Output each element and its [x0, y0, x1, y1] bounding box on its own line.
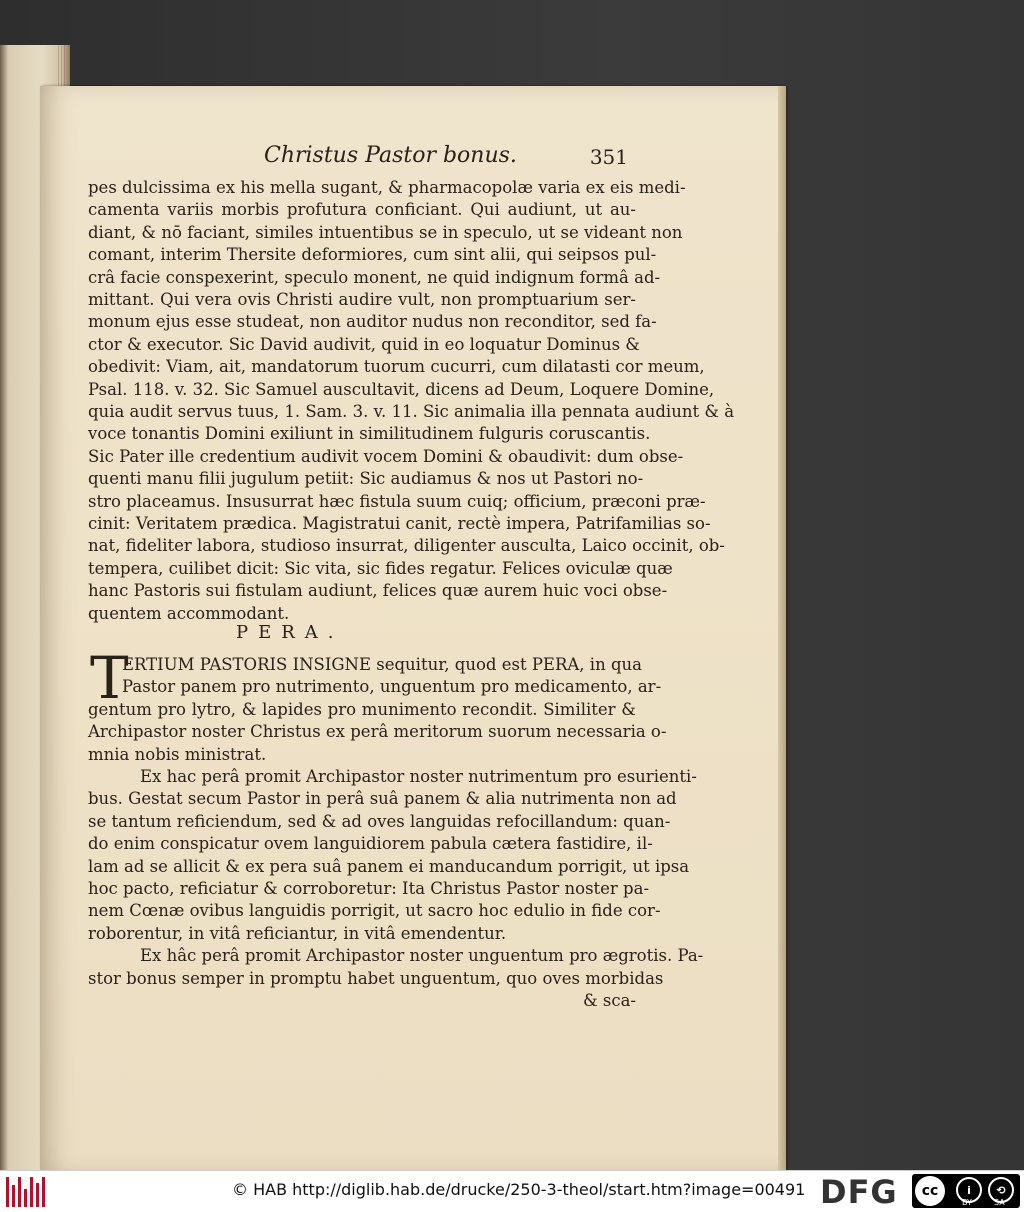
text-line: do enim conspicatur ovem languidiorem pabula cætera fastidire, il-	[88, 834, 653, 854]
page-fore-edge	[778, 86, 786, 1170]
text-line: Sic Pater ille credentium audivit vocem Domini & obaudivit: dum obse-	[88, 446, 684, 466]
running-head	[88, 143, 636, 175]
cc-by-label: BY	[962, 1198, 972, 1207]
text-line: Ex hac perâ promit Archipastor noster nutrimentum pro esurienti-	[140, 767, 697, 786]
text-line: gentum pro lytro, & lapides pro munimento recondit. Similiter &	[88, 699, 636, 719]
running-title: Christus Pastor bonus.	[264, 143, 517, 168]
text-line: se tantum reficiendum, sed & ad oves languidas refocillandum: quan-	[88, 811, 671, 831]
text-line: Pastor panem pro nutrimento, unguentum pro medicamento, ar-	[122, 677, 662, 697]
footer-attribution-link[interactable]: © HAB http://diglib.hab.de/drucke/250-3-theol/start.htm?image=00491	[232, 1180, 806, 1199]
text-line: comant, interim Thersite deformiores, cum sint alii, qui seipsos pul-	[88, 245, 657, 265]
section-title: PERA.	[236, 622, 344, 643]
drop-cap: T	[90, 644, 129, 712]
text-line: Ex hâc perâ promit Archipastor noster unguentum pro ægrotis. Pa-	[140, 946, 704, 966]
cc-icon: cc	[915, 1176, 945, 1206]
page-number: 351	[589, 145, 628, 169]
text-line: roborentur, in vitâ reficiantur, in vitâ emendentur.	[88, 923, 507, 943]
cc-by-icon: i	[956, 1177, 982, 1203]
dfg-logo: DFG	[820, 1173, 898, 1211]
text-line: stor bonus semper in promptu habet unguentum, quo oves morbidas	[88, 968, 664, 988]
text-line: cinit: Veritatem prædica. Magistratui canit, rectè impera, Patrifamilias so-	[88, 514, 711, 533]
text-line: Psal. 118. v. 32. Sic Samuel auscultavit, dicens ad Deum, Loquere Domine,	[88, 379, 715, 399]
text-line: camenta variis morbis profutura conficiant. Qui audiunt, ut au-	[88, 200, 636, 220]
hab-logo-icon	[6, 1177, 48, 1207]
cc-sa-label: SA	[994, 1198, 1005, 1207]
text-line: quentem accommodant.	[88, 603, 290, 623]
text-line: nat, fideliter labora, studioso insurrat, diligenter ausculta, Laico occinit, ob-	[88, 536, 725, 556]
text-line: diant, & nō faciant, similes intuentibus se in speculo, ut se videant non	[88, 222, 683, 242]
viewer-footer	[0, 1170, 1024, 1212]
cc-license-badge[interactable]	[912, 1174, 1020, 1208]
text-line: stro placeamus. Insusurrat hæc fistula suum cuiq; officium, præconi præ-	[88, 491, 706, 511]
text-line: quenti manu filii jugulum petiit: Sic audiamus & nos ut Pastori no-	[88, 469, 644, 489]
text-line: & sca-	[582, 991, 636, 1010]
text-line: tempera, cuilibet dicit: Sic vita, sic fides regatur. Felices oviculæ quæ	[88, 558, 673, 578]
text-line: hanc Pastoris sui fistulam audiunt, felices quæ aurem huic voci obse-	[88, 581, 668, 601]
text-line: ERTIUM PASTORIS INSIGNE sequitur, quod est PERA, in qua	[122, 655, 642, 674]
text-line: obedivit: Viam, ait, mandatorum tuorum cucurri, cum dilatasti cor meum,	[88, 357, 705, 377]
text-line: nem Cœnæ ovibus languidis porrigit, ut sacro hoc edulio in fide cor-	[88, 901, 661, 921]
text-line: Archipastor noster Christus ex perâ meritorum suorum necessaria o-	[88, 722, 667, 742]
text-line: crâ facie conspexerint, speculo monent, ne quid indignum formâ ad-	[88, 267, 661, 287]
text-line: pes dulcissima ex his mella sugant, & pharmacopolæ varia ex eis medi-	[88, 178, 686, 197]
text-line: bus. Gestat secum Pastor in perâ suâ panem & alia nutrimenta non ad	[88, 789, 677, 809]
text-line: mnia nobis ministrat.	[88, 744, 267, 764]
text-line: hoc pacto, reficiatur & corroboretur: Ita Christus Pastor noster pa-	[88, 879, 650, 898]
text-line: lam ad se allicit & ex pera suâ panem ei manducandum porrigit, ut ipsa	[88, 856, 690, 876]
text-line: mittant. Qui vera ovis Christi audire vult, non promptuarium ser-	[88, 290, 636, 309]
text-line: voce tonantis Domini exiliunt in similitudinem fulguris coruscantis.	[88, 424, 651, 444]
text-line: ctor & executor. Sic David audivit, quid in eo loquatur Dominus &	[88, 334, 640, 354]
text-line: monum ejus esse studeat, non auditor nudus non reconditor, sed fa-	[88, 312, 657, 332]
text-line: quia audit servus tuus, 1. Sam. 3. v. 11. Sic animalia illa pennata audiunt & à	[88, 402, 735, 421]
cc-sa-icon: ⟲	[988, 1177, 1014, 1203]
